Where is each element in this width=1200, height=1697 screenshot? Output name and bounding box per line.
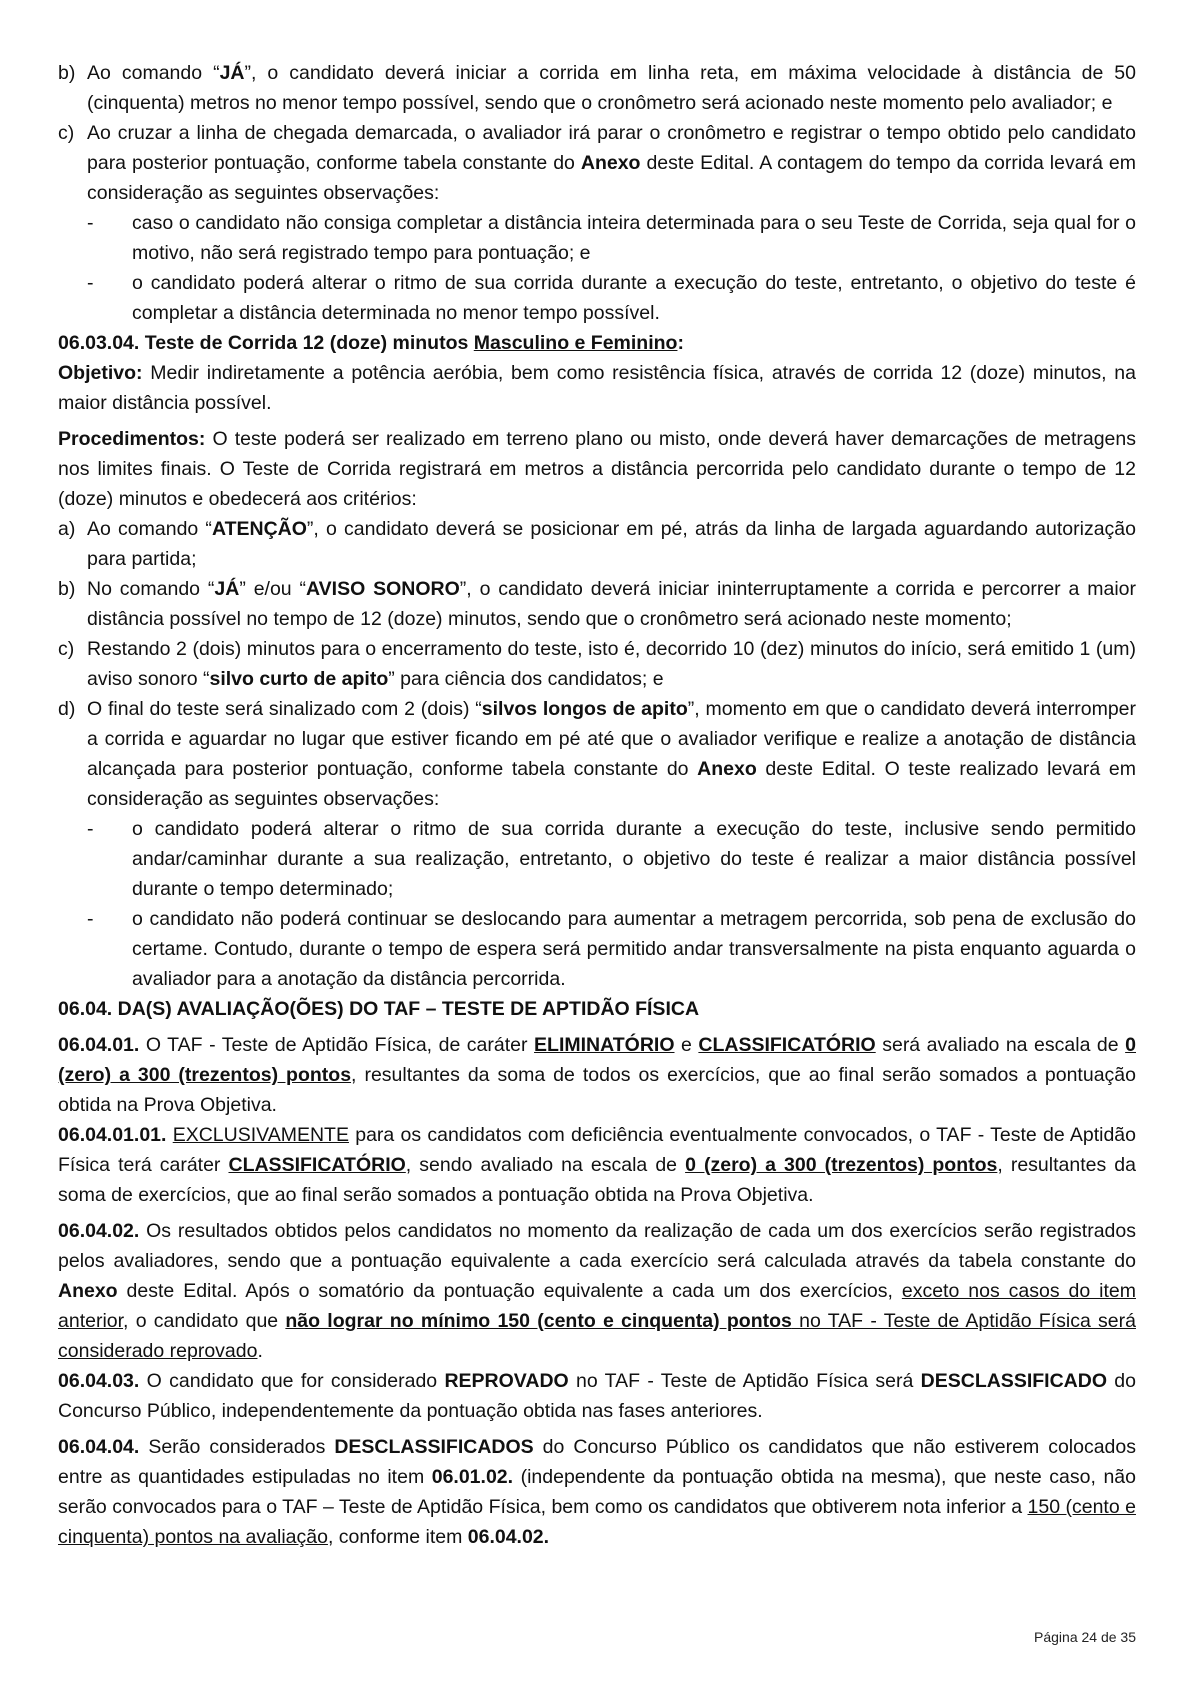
list-item-c-restando: c) Restando 2 (dois) minutos para o encerramento do teste, isto é, decorrido 10 (dez) minutos do início, será emitido 1 (um) aviso sonoro “silvo curto de apito” para ciência dos candidatos; e: [58, 634, 1136, 694]
list-marker: b): [58, 578, 76, 600]
list-marker: b): [58, 62, 76, 84]
paragraph-060402: 06.04.02. Os resultados obtidos pelos candidatos no momento da realização de cada um dos exercícios serão registrados pelos avaliadores, sendo que a pontuação equivalente a cada exercício será calculada através da tabela constante do Anexo deste Edital. Após o somatório da pontuação equivalente a cada um dos exercícios, exceto nos casos do item anterior, o candidato que não lograr no mínimo 150 (cento e cinquenta) pontos no TAF - Teste de Aptidão Física será considerado reprovado.: [58, 1220, 1136, 1362]
procedimentos-paragraph: Procedimentos: O teste poderá ser realizado em terreno plano ou misto, onde deverá haver demarcações de metragens nos limites finais. O Teste de Corrida registrará em metros a distância percorrida pelo candidato durante o tempo de 12 (doze) minutos e obedecerá aos critérios:: [58, 428, 1136, 510]
list-marker: c): [58, 122, 75, 144]
dash-marker: -: [87, 212, 94, 234]
paragraph-060403: 06.04.03. O candidato que for considerado REPROVADO no TAF - Teste de Aptidão Física será DESCLASSIFICADO do Concurso Público, independentemente da pontuação obtida nas fases anteriores.: [58, 1370, 1136, 1422]
procedimentos-label: Procedimentos:: [58, 428, 206, 450]
list-item-a-atencao: a) Ao comando “ATENÇÃO”, o candidato deverá se posicionar em pé, atrás da linha de largada aguardando autorização para partida;: [58, 514, 1136, 574]
observation-item: - caso o candidato não consiga completar a distância inteira determinada para o seu Teste de Corrida, seja qual for o motivo, não será registrado tempo para pontuação; e: [87, 208, 1136, 268]
paragraph-06040101: 06.04.01.01. EXCLUSIVAMENTE para os candidatos com deficiência eventualmente convocados, o TAF - Teste de Aptidão Física terá caráter CLASSIFICATÓRIO, sendo avaliado na escala de 0 (zero) a 300 (trezentos) pontos, resultantes da soma de exercícios, que ao final serão somados a pontuação obtida na Prova Objetiva.: [58, 1124, 1136, 1206]
list-marker: c): [58, 638, 75, 660]
objetivo-label: Objetivo:: [58, 362, 143, 384]
section-heading-0604: 06.04. DA(S) AVALIAÇÃO(ÕES) DO TAF – TESTE DE APTIDÃO FÍSICA: [58, 998, 700, 1020]
list-item-b-aviso: b) No comando “JÁ” e/ou “AVISO SONORO”, o candidato deverá iniciar ininterruptamente a corrida e percorrer a maior distância possível no tempo de 12 (doze) minutos, sendo que o cronômetro será acionado neste momento;: [58, 574, 1136, 634]
list-item-b-ja: b) Ao comando “JÁ”, o candidato deverá iniciar a corrida em linha reta, em máxima velocidade à distância de 50 (cinquenta) metros no menor tempo possível, sendo que o cronômetro será acionado neste momento pelo avaliador; e: [58, 58, 1136, 118]
objetivo-paragraph: Objetivo: Medir indiretamente a potência aeróbia, bem como resistência física, através de corrida 12 (doze) minutos, na maior distância possível.: [58, 362, 1136, 414]
list-marker: d): [58, 698, 76, 720]
section-heading-060304: 06.03.04. Teste de Corrida 12 (doze) minutos Masculino e Feminino:: [58, 332, 684, 354]
observation-item: - o candidato não poderá continuar se deslocando para aumentar a metragem percorrida, sob pena de exclusão do certame. Contudo, durante o tempo de espera será permitido andar transversalmente na pista enquanto aguarda o avaliador para a anotação da distância percorrida.: [87, 904, 1136, 994]
observation-item: - o candidato poderá alterar o ritmo de sua corrida durante a execução do teste, inclusive sendo permitido andar/caminhar durante a sua realização, entretanto, o objetivo do teste é realizar a maior distância possível durante o tempo determinado;: [87, 814, 1136, 904]
paragraph-060401: 06.04.01. O TAF - Teste de Aptidão Física, de caráter ELIMINATÓRIO e CLASSIFICATÓRIO será avaliado na escala de 0 (zero) a 300 (trezentos) pontos, resultantes da soma de todos os exercícios, que ao final serão somados a pontuação obtida na Prova Objetiva.: [58, 1034, 1136, 1116]
dash-marker: -: [87, 908, 94, 930]
list-item-d-final: d) O final do teste será sinalizado com 2 (dois) “silvos longos de apito”, momento em que o candidato deverá interromper a corrida e aguardar no lugar que estiver ficando em pé até que o avaliador verifique e realize a anotação de distância alcançada para posterior pontuação, conforme tabela constante do Anexo deste Edital. O teste realizado levará em consideração as seguintes observações:: [58, 694, 1136, 814]
list-marker: a): [58, 518, 76, 540]
observation-item: - o candidato poderá alterar o ritmo de sua corrida durante a execução do teste, entretanto, o objetivo do teste é completar a distância determinada no menor tempo possível.: [87, 268, 1136, 328]
page-number: Página 24 de 35: [1034, 1629, 1136, 1645]
dash-marker: -: [87, 818, 94, 840]
dash-marker: -: [87, 272, 94, 294]
paragraph-060404: 06.04.04. Serão considerados DESCLASSIFICADOS do Concurso Público os candidatos que não estiverem colocados entre as quantidades estipuladas no item 06.01.02. (independente da pontuação obtida na mesma), que neste caso, não serão convocados para o TAF – Teste de Aptidão Física, bem como os candidatos que obtiverem nota inferior a 150 (cento e cinquenta) pontos na avaliação, conforme item 06.04.02.: [58, 1436, 1136, 1548]
list-item-c-chegada: c) Ao cruzar a linha de chegada demarcada, o avaliador irá parar o cronômetro e registrar o tempo obtido pelo candidato para posterior pontuação, conforme tabela constante do Anexo deste Edital. A contagem do tempo da corrida levará em consideração as seguintes observações:: [58, 118, 1136, 208]
